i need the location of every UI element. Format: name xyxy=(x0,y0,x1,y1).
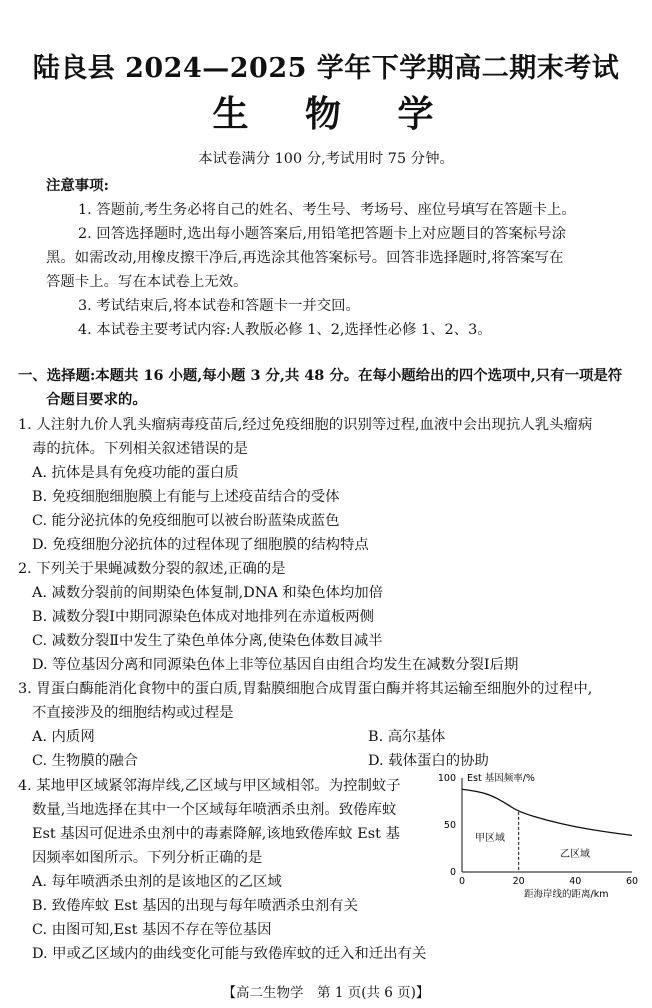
y-tick-label: 50 xyxy=(443,820,456,831)
q3-option-c: C. 生物膜的融合 xyxy=(32,753,138,769)
q1-stem-cont: 毒的抗体。下列相关叙述错误的是 xyxy=(32,441,248,457)
section-heading: 一、选择题:本题共 16 小题,每小题 3 分,共 48 分。在每小题给出的四个选项中,只有一项是符 xyxy=(18,367,623,384)
q3-option-a: A. 内质网 xyxy=(32,729,95,745)
q2-option-c: C. 减数分裂Ⅱ中发生了染色单体分离,使染色体数目减半 xyxy=(32,633,383,649)
q2-stem: 2. 下列关于果蝇减数分裂的叙述,正确的是 xyxy=(18,561,286,577)
q1-stem: 1. 人注射九价人乳头瘤病毒疫苗后,经过免疫细胞的识别等过程,血液中会出现抗人乳头瘤病 xyxy=(18,417,593,433)
q4-option-b: B. 致倦库蚊 Est 基因的出现与每年喷洒杀虫剂有关 xyxy=(32,898,358,914)
note-line: 黑。如需改动,用橡皮擦干净后,再选涂其他答案标号。回答非选择题时,将答案写在 xyxy=(46,250,564,266)
q4-stem: 4. 某地甲区域紧邻海岸线,乙区域与甲区域相邻。为控制蚊子 xyxy=(18,778,401,794)
est-frequency-chart xyxy=(436,768,644,904)
subject-title: 生 物 学 xyxy=(212,93,456,135)
exam-title: 陆良县 2024—2025 学年下学期高二期末考试 xyxy=(32,53,620,84)
y-tick-label: 0 xyxy=(449,867,456,878)
q3-stem-cont: 不直接涉及的细胞结构或过程是 xyxy=(32,705,234,721)
series-line xyxy=(462,789,632,835)
x-tick-label: 20 xyxy=(512,876,525,887)
q4-stem-cont: 因频率如图所示。下列分析正确的是 xyxy=(32,850,263,866)
q3-option-d: D. 载体蛋白的协助 xyxy=(368,753,489,769)
notes-heading: 注意事项: xyxy=(46,177,109,194)
page-footer: 【高二生物学 第 1 页(共 6 页)】 xyxy=(222,985,430,1001)
q2-option-a: A. 减数分裂前的间期染色体复制,DNA 和染色体均加倍 xyxy=(32,585,384,601)
region-label-yi: 乙区域 xyxy=(560,849,590,860)
q1-option-d: D. 免疫细胞分泌抗体的过程体现了细胞膜的结构特点 xyxy=(32,537,369,553)
q4-option-a: A. 每年喷洒杀虫剂的是该地区的乙区域 xyxy=(32,874,282,890)
x-tick-label: 0 xyxy=(458,876,466,887)
y-tick-label: 100 xyxy=(437,773,456,784)
note-line: 2. 回答选择题时,选出每小题答案后,用铅笔把答题卡上对应题目的答案标号涂 xyxy=(78,226,566,242)
q3-stem: 3. 胃蛋白酶能消化食物中的蛋白质,胃黏膜细胞合成胃蛋白酶并将其运输至细胞外的过程中, xyxy=(18,681,593,697)
q1-option-c: C. 能分泌抗体的免疫细胞可以被台盼蓝染成蓝色 xyxy=(32,513,340,529)
q2-option-d: D. 等位基因分离和同源染色体上非等位基因自由组合均发生在减数分裂Ⅰ后期 xyxy=(32,657,519,673)
q4-option-d: D. 甲或乙区域内的曲线变化可能与致倦库蚊的迁入和迁出有关 xyxy=(32,946,427,962)
q3-option-b: B. 高尔基体 xyxy=(368,729,446,745)
region-label-jia: 甲区域 xyxy=(475,833,505,844)
note-line: 答题卡上。写在本试卷上无效。 xyxy=(46,274,248,290)
x-tick-label: 60 xyxy=(625,876,639,887)
note-line: 3. 考试结束后,将本试卷和答题卡一并交回。 xyxy=(78,298,360,314)
exam-info: 本试卷满分 100 分,考试用时 75 分钟。 xyxy=(198,151,454,167)
section-heading-cont: 合题目要求的。 xyxy=(46,391,147,408)
q4-stem-cont: 数量,当地选择在其中一个区域每年喷洒杀虫剂。致倦库蚊 xyxy=(32,802,397,818)
q4-option-c: C. 由图可知,Est 基因不存在等位基因 xyxy=(32,922,272,938)
q4-stem-cont: Est 基因可促进杀虫剂中的毒素降解,该地致倦库蚊 Est 基 xyxy=(32,826,400,842)
note-line: 1. 答题前,考生务必将自己的姓名、考生号、考场号、座位号填写在答题卡上。 xyxy=(78,202,576,218)
x-tick-label: 40 xyxy=(569,876,582,887)
q2-option-b: B. 减数分裂Ⅰ中期同源染色体成对地排列在赤道板两侧 xyxy=(32,609,375,625)
x-axis-label: 距海岸线的距离/km xyxy=(524,889,609,900)
note-line: 4. 本试卷主要考试内容:人教版必修 1、2,选择性必修 1、2、3。 xyxy=(78,322,492,338)
q1-option-b: B. 免疫细胞细胞膜上有能与上述疫苗结合的受体 xyxy=(32,489,340,505)
y-axis-label: Est 基因频率/% xyxy=(467,773,535,784)
q1-option-a: A. 抗体是具有免疫功能的蛋白质 xyxy=(32,465,239,481)
